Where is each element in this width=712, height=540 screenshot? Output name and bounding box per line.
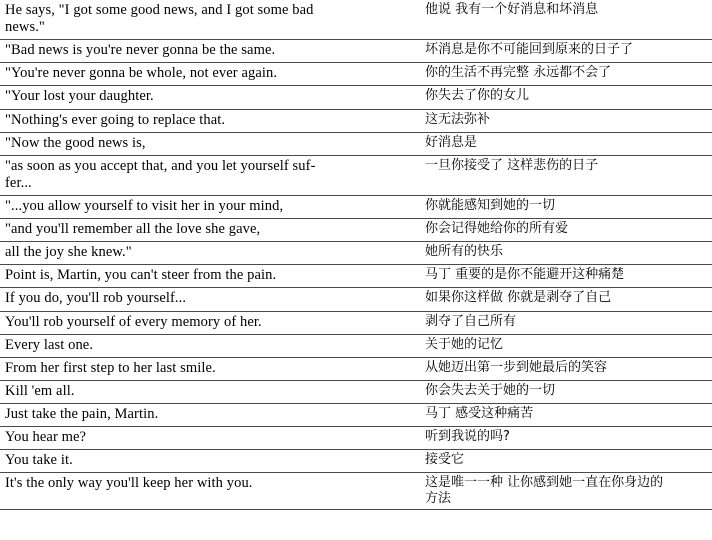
subtitle-source-text: "Your lost your daughter. bbox=[5, 88, 154, 105]
subtitle-source-text: He says, "I got some good news, and I got some bad news." bbox=[5, 2, 314, 36]
subtitle-target-text: 她所有的快乐 bbox=[425, 244, 504, 260]
table-row[interactable] bbox=[0, 0, 712, 40]
subtitle-target-text: 从她迈出第一步到她最后的笑容 bbox=[425, 359, 608, 375]
subtitle-target-text: 你的生活不再完整 永远都不会了 bbox=[425, 65, 612, 81]
subtitle-source-text: From her first step to her last smile. bbox=[5, 359, 216, 376]
subtitle-target-text: 马丁 重要的是你不能避开这种痛楚 bbox=[425, 267, 625, 283]
subtitle-target-text: 好消息是 bbox=[425, 134, 478, 150]
subtitle-source-text: Kill 'em all. bbox=[5, 382, 75, 399]
subtitle-target-text: 你会记得她给你的所有爱 bbox=[425, 221, 569, 237]
subtitle-target-text: 接受它 bbox=[425, 452, 465, 468]
table-row[interactable] bbox=[0, 132, 712, 155]
subtitle-target-text: 如果你这样做 你就是剥夺了自己 bbox=[425, 290, 612, 306]
table-row[interactable] bbox=[0, 288, 712, 311]
subtitle-target-text: 剥夺了自己所有 bbox=[425, 313, 517, 329]
subtitle-source-text: "...you allow yourself to visit her in your mind, bbox=[5, 197, 284, 214]
table-row[interactable] bbox=[0, 86, 712, 109]
subtitle-source-text: "Now the good news is, bbox=[5, 134, 146, 151]
subtitle-source-text: "and you'll remember all the love she gave, bbox=[5, 221, 261, 238]
subtitle-target-text: 这无法弥补 bbox=[425, 111, 491, 127]
subtitle-source-text: Point is, Martin, you can't steer from the pain. bbox=[5, 267, 277, 284]
subtitle-source-text: "Bad news is you're never gonna be the same. bbox=[5, 42, 276, 59]
subtitle-target-text: 这是唯一一种 让你感到她一直在你身边的 方法 bbox=[425, 475, 664, 506]
table-row[interactable] bbox=[0, 40, 712, 63]
subtitle-source-text: You'll rob yourself of every memory of her. bbox=[5, 313, 262, 330]
subtitle-target-text: 他说 我有一个好消息和坏消息 bbox=[425, 2, 599, 17]
subtitle-source-text: Every last one. bbox=[5, 336, 94, 353]
subtitle-source-text: "Nothing's ever going to replace that. bbox=[5, 111, 226, 128]
table-row[interactable] bbox=[0, 403, 712, 426]
table-row[interactable] bbox=[0, 311, 712, 334]
table-row[interactable] bbox=[0, 357, 712, 380]
table-row[interactable] bbox=[0, 334, 712, 357]
table-row[interactable] bbox=[0, 219, 712, 242]
subtitle-target-text: 关于她的记忆 bbox=[425, 336, 504, 352]
table-row[interactable] bbox=[0, 242, 712, 265]
table-row[interactable] bbox=[0, 473, 712, 510]
subtitle-source-text: "as soon as you accept that, and you let yourself suf- fer... bbox=[5, 157, 316, 191]
subtitle-target-text: 听到我说的吗? bbox=[425, 429, 510, 445]
table-row[interactable] bbox=[0, 450, 712, 473]
subtitle-source-text: It's the only way you'll keep her with you. bbox=[5, 475, 253, 492]
table-row[interactable] bbox=[0, 109, 712, 132]
subtitle-target-text: 你就能感知到她的一切 bbox=[425, 197, 556, 213]
subtitle-target-text: 马丁 感受这种痛苦 bbox=[425, 405, 534, 421]
subtitle-source-text: If you do, you'll rob yourself... bbox=[5, 290, 187, 307]
subtitle-source-text: Just take the pain, Martin. bbox=[5, 405, 159, 422]
table-row[interactable] bbox=[0, 63, 712, 86]
subtitle-target-text: 你失去了你的女儿 bbox=[425, 88, 530, 104]
table-row[interactable] bbox=[0, 195, 712, 218]
table-row[interactable] bbox=[0, 265, 712, 288]
subtitle-target-text: 坏消息是你不可能回到原来的日子了 bbox=[425, 42, 634, 58]
subtitle-source-text: "You're never gonna be whole, not ever again. bbox=[5, 65, 278, 82]
table-row[interactable] bbox=[0, 380, 712, 403]
subtitle-source-text: You hear me? bbox=[5, 429, 87, 446]
table-row[interactable] bbox=[0, 427, 712, 450]
subtitle-source-text: all the joy she knew." bbox=[5, 244, 132, 261]
subtitle-source-text: You take it. bbox=[5, 452, 73, 469]
table-row[interactable] bbox=[0, 155, 712, 195]
subtitle-target-text: 你会失去关于她的一切 bbox=[425, 382, 556, 398]
subtitle-target-text: 一旦你接受了 这样悲伤的日子 bbox=[425, 157, 599, 173]
